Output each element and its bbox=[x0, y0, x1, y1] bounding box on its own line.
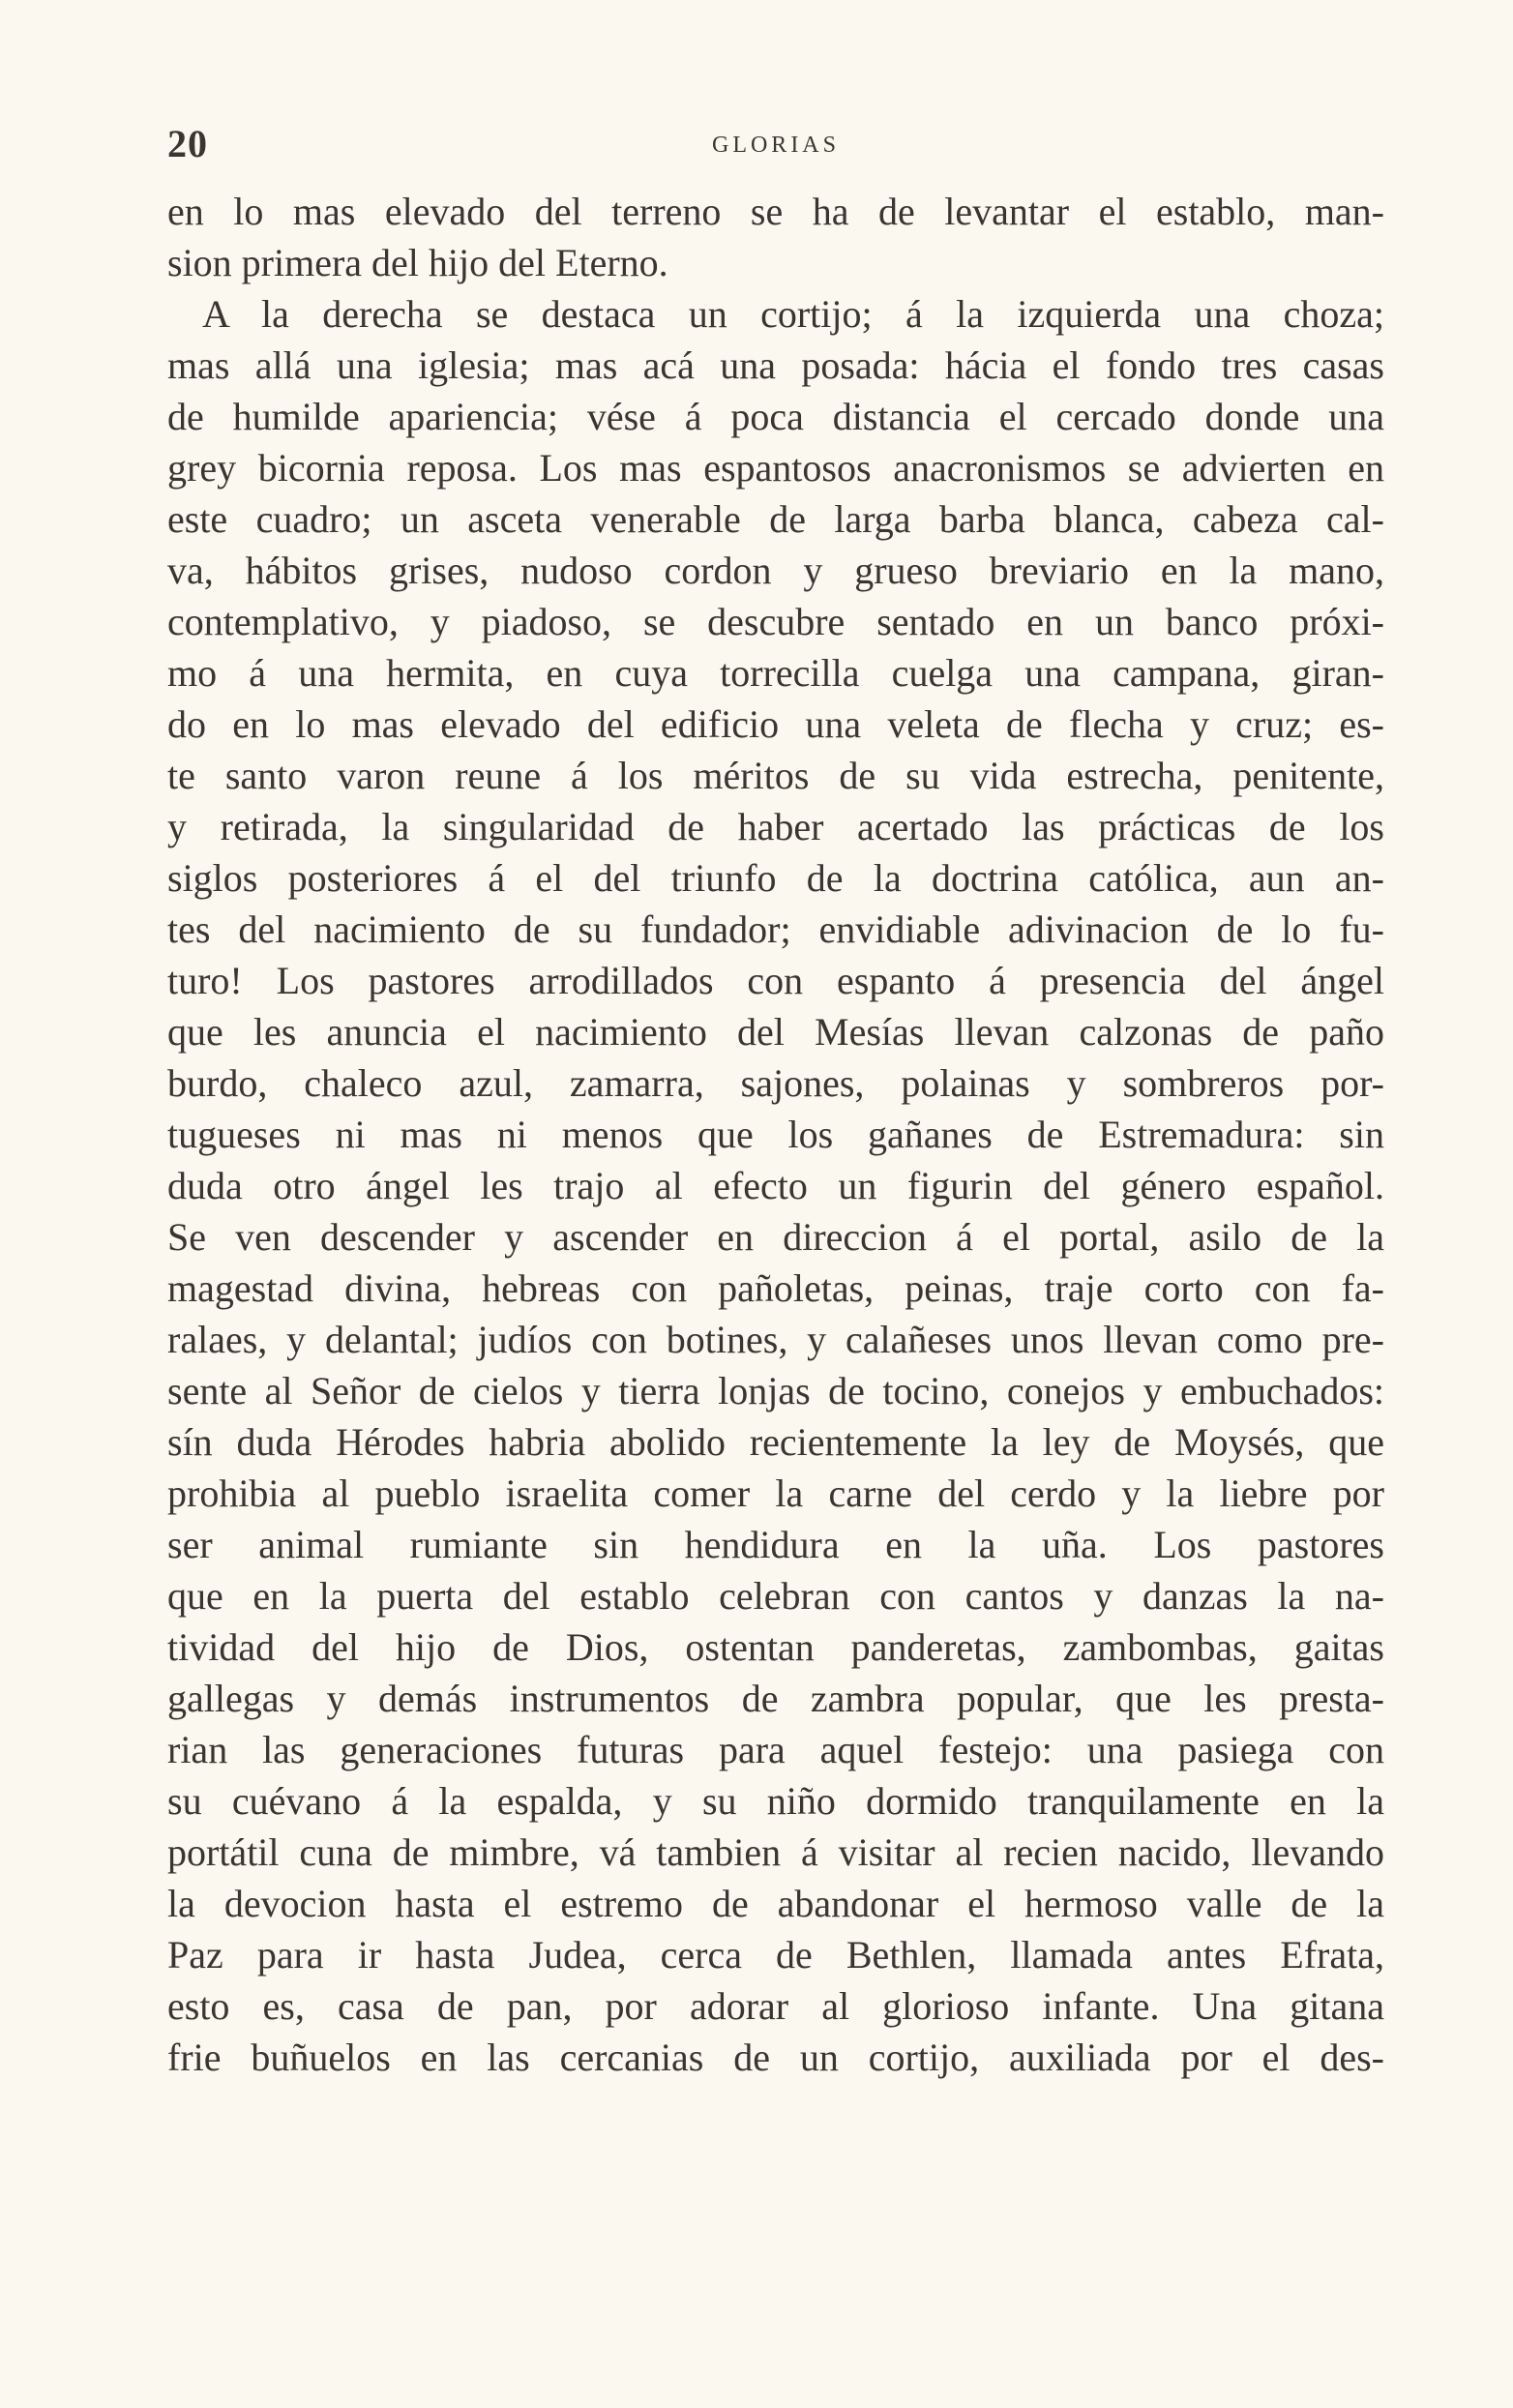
text-line: frie buñuelos en las cercanias de un cortijo, auxiliada por el des- bbox=[167, 2036, 1384, 2079]
text-line: este cuadro; un asceta venerable de larga barba blanca, cabeza cal- bbox=[167, 497, 1384, 541]
text-line: mo á una hermita, en cuya torrecilla cuelga una campana, giran- bbox=[167, 651, 1384, 695]
text-line: Paz para ir hasta Judea, cerca de Bethlen, llamada antes Efrata, bbox=[167, 1933, 1384, 1977]
text-line: do en lo mas elevado del edificio una veleta de flecha y cruz; es- bbox=[167, 702, 1384, 746]
text-line: rian las generaciones futuras para aquel festejo: una pasiega con bbox=[167, 1728, 1384, 1771]
text-line: portátil cuna de mimbre, vá tambien á visitar al recien nacido, llevando bbox=[167, 1830, 1384, 1874]
text-line: te santo varon reune á los méritos de su vida estrecha, penitente, bbox=[167, 754, 1384, 797]
text-line: su cuévano á la espalda, y su niño dormido tranquilamente en la bbox=[167, 1779, 1384, 1823]
text-line: magestad divina, hebreas con pañoletas, peinas, traje corto con fa- bbox=[167, 1266, 1384, 1310]
text-line: mas allá una iglesia; mas acá una posada: hácia el fondo tres casas bbox=[167, 343, 1384, 387]
text-line: gallegas y demás instrumentos de zambra popular, que les presta- bbox=[167, 1677, 1384, 1720]
text-line: de humilde apariencia; vése á poca distancia el cercado donde una bbox=[167, 395, 1384, 438]
text-line: ralaes, y delantal; judíos con botines, y calañeses unos llevan como pre- bbox=[167, 1318, 1384, 1361]
text-line: tividad del hijo de Dios, ostentan panderetas, zambombas, gaitas bbox=[167, 1625, 1384, 1669]
text-line: duda otro ángel les trajo al efecto un figurin del género español. bbox=[167, 1164, 1384, 1207]
text-line: contemplativo, y piadoso, se descubre sentado en un banco próxi- bbox=[167, 600, 1384, 643]
text-line: tugueses ni mas ni menos que los gañanes de Estremadura: sin bbox=[167, 1113, 1384, 1156]
body-text bbox=[167, 186, 1384, 2083]
text-line: grey bicornia reposa. Los mas espantosos anacronismos se advierten en bbox=[167, 446, 1384, 490]
text-line: va, hábitos grises, nudoso cordon y grueso breviario en la mano, bbox=[167, 549, 1384, 592]
text-line: tes del nacimiento de su fundador; envidiable adivinacion de lo fu- bbox=[167, 907, 1384, 951]
text-line: sente al Señor de cielos y tierra lonjas de tocino, conejos y embuchados: bbox=[167, 1369, 1384, 1412]
running-title: GLORIAS bbox=[711, 133, 840, 158]
text-line: siglos posteriores á el del triunfo de la doctrina católica, aun an- bbox=[167, 856, 1384, 900]
text-line: esto es, casa de pan, por adorar al glorioso infante. Una gitana bbox=[167, 1984, 1384, 2028]
text-line: que en la puerta del establo celebran con cantos y danzas la na- bbox=[167, 1574, 1384, 1618]
text-line: burdo, chaleco azul, zamarra, sajones, polainas y sombreros por- bbox=[167, 1061, 1384, 1105]
text-line: en lo mas elevado del terreno se ha de levantar el establo, man- bbox=[167, 190, 1384, 233]
page-header bbox=[167, 121, 1384, 169]
text-line: y retirada, la singularidad de haber acertado las prácticas de los bbox=[167, 805, 1384, 848]
text-line: la devocion hasta el estremo de abandonar el hermoso valle de la bbox=[167, 1882, 1384, 1925]
text-line: prohibia al pueblo israelita comer la carne del cerdo y la liebre por bbox=[167, 1472, 1384, 1515]
text-line: turo! Los pastores arrodillados con espanto á presencia del ángel bbox=[167, 959, 1384, 1002]
text-line: sion primera del hijo del Eterno. bbox=[167, 241, 668, 284]
text-line: Se ven descender y ascender en direccion á el portal, asilo de la bbox=[167, 1215, 1384, 1259]
text-line: sín duda Hérodes habria abolido recientemente la ley de Moysés, que bbox=[167, 1420, 1384, 1464]
text-line: ser animal rumiante sin hendidura en la uña. Los pastores bbox=[167, 1523, 1384, 1566]
text-line: que les anuncia el nacimiento del Mesías llevan calzonas de paño bbox=[167, 1010, 1384, 1054]
text-line: A la derecha se destaca un cortijo; á la izquierda una choza; bbox=[202, 292, 1384, 336]
page-number: 20 bbox=[167, 122, 208, 165]
